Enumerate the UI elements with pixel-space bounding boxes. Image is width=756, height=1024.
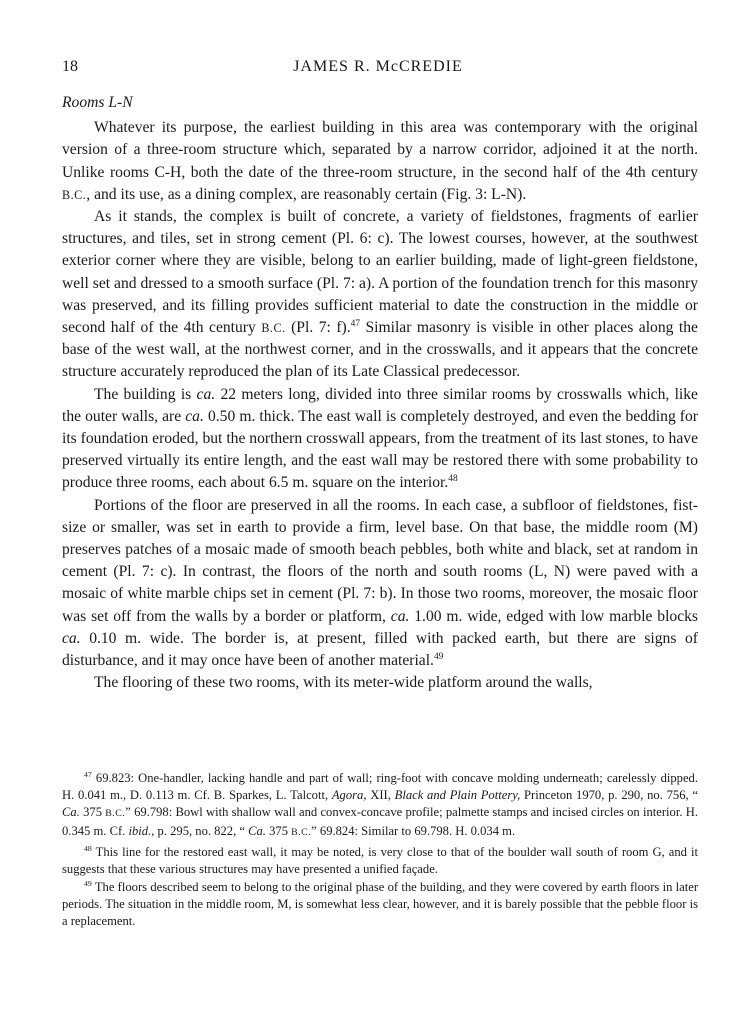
page-header: [58, 58, 698, 82]
footnote-number: 48: [84, 843, 92, 853]
italic-run: ibid.,: [128, 823, 155, 838]
italic-run: ca.: [185, 407, 204, 425]
footnote: $^{48}$ This line for the restored east wall, it may be noted, is very close to that of the boulder wall south of room G, and it suggests that these various structures may have presented a unified façade.: [62, 843, 699, 876]
small-caps-run: B.C.: [291, 826, 312, 838]
paragraph: The flooring of these two rooms, with its meter-wide platform around the walls,: [94, 674, 593, 692]
footnote-ref: 48: [448, 474, 458, 485]
italic-run: Ca.: [248, 823, 266, 838]
paragraph: As it stands, the complex is built of concrete, a variety of fieldstones, fragments of earlier structures, and tiles, set in strong cement (Pl. 6: c). The lowest courses, however, at the southwest exterior corner where they are visible, belong to an earlier building, made of light-green fieldstone, well set and dressed to a smooth surface (Pl. 7: a). A portion of the foundation trench for this masonry was preserved, and its filling provides sufficient material to date the construction in the middle or second half of the 4th century B.C. (Pl. 7: f).$^{47}$ Similar masonry is visible in other places along the base of the west wall, at the northwest corner, and in the crosswalls, and it appears that the concrete structure accurately reproduced the plan of its Late Classical predecessor.: [62, 208, 698, 381]
footnote: $^{47}$ 69.823: One-handler, lacking handle and part of wall; ring-foot with concave molding underneath; carelessly dipped. H. 0.041 m., D. 0.113 m. Cf. B. Sparkes, L. Talcott, Agora, XII, Black and Plain Pottery, Princeton 1970, p. 290, no. 756, “ Ca. 375 B.C.” 69.798: Bowl with shallow wall and convex-concave profile; palmette stamps and incised circles on interior. H. 0.345 m. Cf. ibid., p. 295, no. 822, “ Ca. 375 B.C.” 69.824: Similar to 69.798. H. 0.034 m.: [62, 769, 698, 838]
italic-run: Ca.: [62, 804, 80, 819]
italic-run: ca.: [390, 607, 410, 625]
small-caps-run: B.C.: [62, 187, 87, 202]
italic-run: ca.: [62, 629, 81, 647]
paragraph: The building is ca. 22 meters long, divided into three similar rooms by crosswalls which, like the outer walls, are ca. 0.50 m. thick. The east wall is completely destroyed, and even the bedding for its foundation eroded, but the northern crosswall appears, from the treatment of its last stones, to have preserved virtually its entire length, and the east wall may be restored there with some probability to produce three rooms, each about 6.5 m. square on the interior.$^{48}$: [62, 385, 698, 492]
italic-run: ca.: [196, 385, 216, 403]
italic-run: Black and Plain Pottery,: [394, 787, 521, 802]
small-caps-run: B.C.: [261, 321, 286, 336]
footnote-ref: 49: [433, 651, 444, 662]
small-caps-run: B.C.: [105, 807, 126, 819]
section-heading: Rooms L-N: [62, 94, 133, 111]
italic-run: Agora,: [331, 787, 367, 802]
footnote-number: 47: [84, 769, 92, 779]
footnote-ref: 47: [350, 318, 360, 329]
page-number: 18: [62, 58, 78, 75]
footnote-number: 49: [84, 879, 92, 889]
footnote: $^{49}$ The floors described seem to belong to the original phase of the building, and they were covered by earth floors in later periods. The situation in the middle room, M, is somewhat less clear, however, and it is barely possible that the pebble floor is a replacement.: [62, 879, 699, 929]
footnotes: [62, 770, 698, 932]
paragraph: Whatever its purpose, the earliest building in this area was contemporary with the original version of a three-room structure which, separated by a narrow corridor, adjoined it at the north. Unlike rooms C-H, both the date of the three-room structure, in the second half of the 4th century B.C., and its use, as a dining complex, are reasonably certain (Fig. 3: L-N).: [62, 119, 698, 203]
body-text: [62, 92, 698, 694]
running-head: JAMES R. McCREDIE: [293, 58, 463, 75]
paragraph: Portions of the floor are preserved in all the rooms. In each case, a subfloor of fieldstones, fist-size or smaller, was set in earth to provide a firm, level base. On that base, the middle room (M) preserves patches of a mosaic made of smooth beach pebbles, both white and black, set at random in cement (Pl. 7: c). In contrast, the floors of the north and south rooms (L, N) were paved with a mosaic of white marble chips set in cement (Pl. 7: b). In those two rooms, moreover, the mosaic floor was set off from the walls by a border or platform, ca. 1.00 m. wide, edged with low marble blocks ca. 0.10 m. wide. The border is, at present, filled with packed earth, but there are signs of disturbance, and it may once have been of another material.$^{49}$: [62, 496, 698, 670]
